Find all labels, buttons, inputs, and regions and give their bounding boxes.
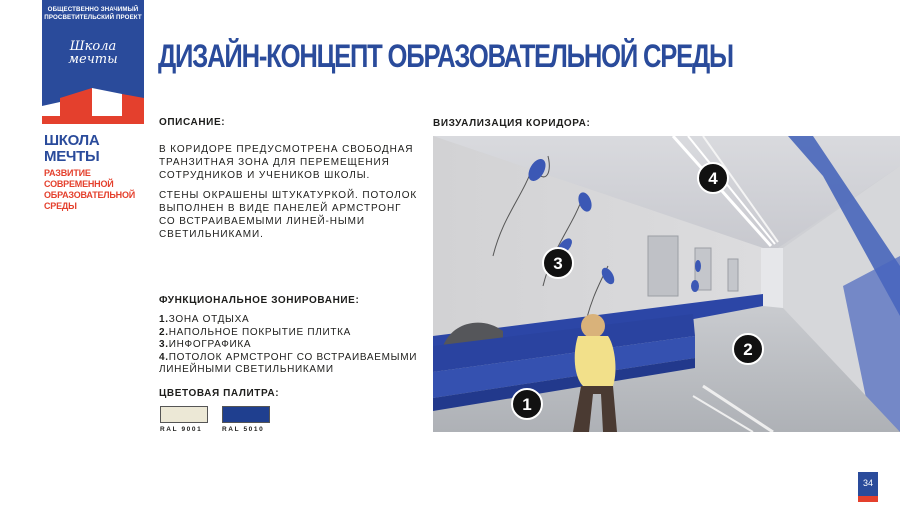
- brand-block: [44, 133, 152, 212]
- palette-heading: ЦВЕТОВАЯ ПАЛИТРА:: [159, 388, 280, 399]
- list-item: [159, 327, 424, 340]
- list-item: [159, 352, 424, 377]
- logo-tagline: [42, 6, 144, 22]
- list-item: [159, 314, 424, 327]
- logo-script-line1: Школа: [69, 39, 117, 54]
- project-logo: [42, 0, 144, 124]
- marker-2-label: 2: [743, 340, 753, 359]
- marker-1-label: 1: [522, 395, 532, 414]
- zoning-list: [159, 314, 424, 377]
- logo-script-line2: мечты: [68, 52, 118, 67]
- logo-tagline-line1: ОБЩЕСТВЕННО ЗНАЧИМЫЙ: [47, 6, 139, 13]
- zoning-item-number: 2.: [159, 326, 169, 338]
- marker-4-label: 4: [708, 169, 718, 188]
- description-heading: ОПИСАНИЕ:: [159, 117, 226, 128]
- brand-subtitle: [44, 168, 152, 212]
- marker-2: [733, 334, 763, 364]
- zoning-item-number: 4.: [159, 351, 169, 363]
- page-number: 34: [858, 472, 878, 496]
- logo-tagline-line2: ПРОСВЕТИТЕЛЬСКИЙ ПРОЕКТ: [44, 14, 142, 21]
- zoning-item-text: ЗОНА ОТДЫХА: [168, 314, 250, 325]
- description-paragraph-1: В КОРИДОРЕ ПРЕДУСМОТРЕНА СВОБОДНАЯ ТРАНЗИТНАЯ ЗОНА ДЛЯ ПЕРЕМЕЩЕНИЯ СОТРУДНИКОВ И УЧЕНИКОВ ШКОЛЫ.: [159, 144, 414, 181]
- zoning-item-text: ПОТОЛОК АРМСТРОНГ СО ВСТРАИВАЕМЫМИ ЛИНЕЙНЫМИ СВЕТИЛЬНИКАМИ: [159, 351, 418, 375]
- swatch-label: RAL 5010: [222, 426, 265, 433]
- color-swatch-ral-5010: [222, 406, 270, 423]
- corridor-render-image: [433, 136, 900, 432]
- house-icon: [42, 84, 144, 124]
- description-paragraph-2: СТЕНЫ ОКРАШЕНЫ ШТУКАТУРКОЙ. ПОТОЛОК ВЫПОЛНЕН В ВИДЕ ПАНЕЛЕЙ АРМСТРОНГ СО ВСТРАИВАЕМЫМИ ЛИНЕЙ-НЫМИ СВЕТИЛЬНИКАМИ.: [159, 190, 418, 240]
- list-item: [159, 339, 424, 352]
- brand-subtitle-line1: РАЗВИТИЕ СОВРЕМЕННОЙ: [44, 168, 114, 189]
- zoning-item-text: НАПОЛЬНОЕ ПОКРЫТИЕ ПЛИТКА: [168, 326, 352, 338]
- page-title: ДИЗАЙН-КОНЦЕПТ ОБРАЗОВАТЕЛЬНОЙ СРЕДЫ: [158, 38, 733, 74]
- swatch-label: RAL 9001: [160, 426, 203, 433]
- logo-script-text: [42, 40, 144, 66]
- brand-subtitle-line2: ОБРАЗОВАТЕЛЬНОЙ СРЕДЫ: [44, 190, 136, 211]
- color-swatch-ral-9001: [160, 406, 208, 423]
- page-number-accent: [858, 496, 878, 502]
- marker-1: [512, 389, 542, 419]
- zoning-item-number: 1.: [159, 314, 169, 325]
- zoning-item-number: 3.: [159, 339, 169, 350]
- zoning-item-text: ИНФОГРАФИКА: [168, 339, 252, 350]
- corridor-illustration: [433, 136, 900, 432]
- visualization-heading: ВИЗУАЛИЗАЦИЯ КОРИДОРА:: [433, 118, 591, 129]
- marker-3: [543, 248, 573, 278]
- brand-name: ШКОЛА МЕЧТЫ: [44, 132, 100, 165]
- marker-4: [698, 163, 728, 193]
- marker-3-label: 3: [553, 254, 563, 273]
- zoning-heading: ФУНКЦИОНАЛЬНОЕ ЗОНИРОВАНИЕ:: [159, 295, 360, 306]
